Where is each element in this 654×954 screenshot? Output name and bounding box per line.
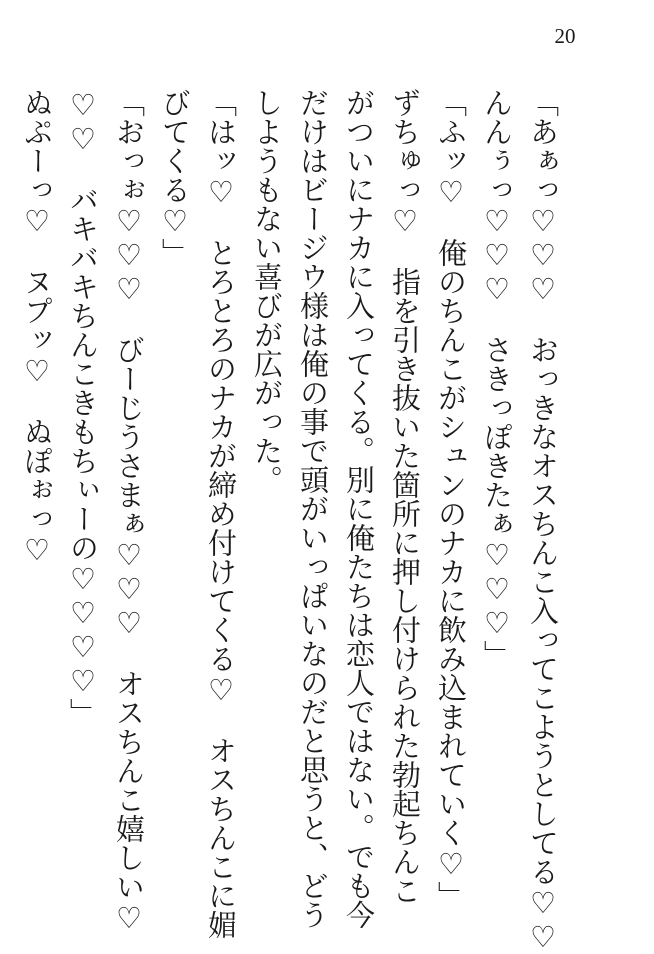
text-line: びてくる♡」 xyxy=(158,88,192,267)
text-line: しようもない喜びが広がった。 xyxy=(250,88,284,494)
text-line: ずちゅっ♡ 指を引き抜いた箇所に押し付けられた勃起ちんこ xyxy=(388,88,422,905)
text-line: 「ふッ♡ 俺のちんこがシュンのナカに飲み込まれていく♡」 xyxy=(434,88,468,910)
text-line: 「はッ♡ とろとろのナカが締め付けてくる♡ オスちんこに媚 xyxy=(204,88,238,939)
vertical-body-text xyxy=(20,88,566,954)
text-line: がついにナカに入ってくる。別に俺たちは恋人ではない。でも今 xyxy=(342,88,376,929)
text-line: んんぅっ♡♡♡ さきっぽきたぁ♡♡♡」 xyxy=(480,88,514,669)
text-line: 「あぁっ♡♡♡ おっきなオスちんこ入ってこようとしてる♡♡ xyxy=(526,88,560,954)
page-number: 20 xyxy=(554,24,576,48)
text-line: ♡♡ バキバキちんこきもちぃーの♡♡♡♡」 xyxy=(66,88,100,727)
text-line: だけはビージウ様は俺の事で頭がいっぱいなのだと思うと、どう xyxy=(296,88,330,929)
text-line: 「おっぉ♡♡♡ びーじうさまぁ♡♡♡ オスちんこ嬉しい♡ xyxy=(112,88,146,935)
text-line: ぬぷーっ♡ ヌプッ♡ ぬぽぉっ♡ xyxy=(20,88,54,567)
